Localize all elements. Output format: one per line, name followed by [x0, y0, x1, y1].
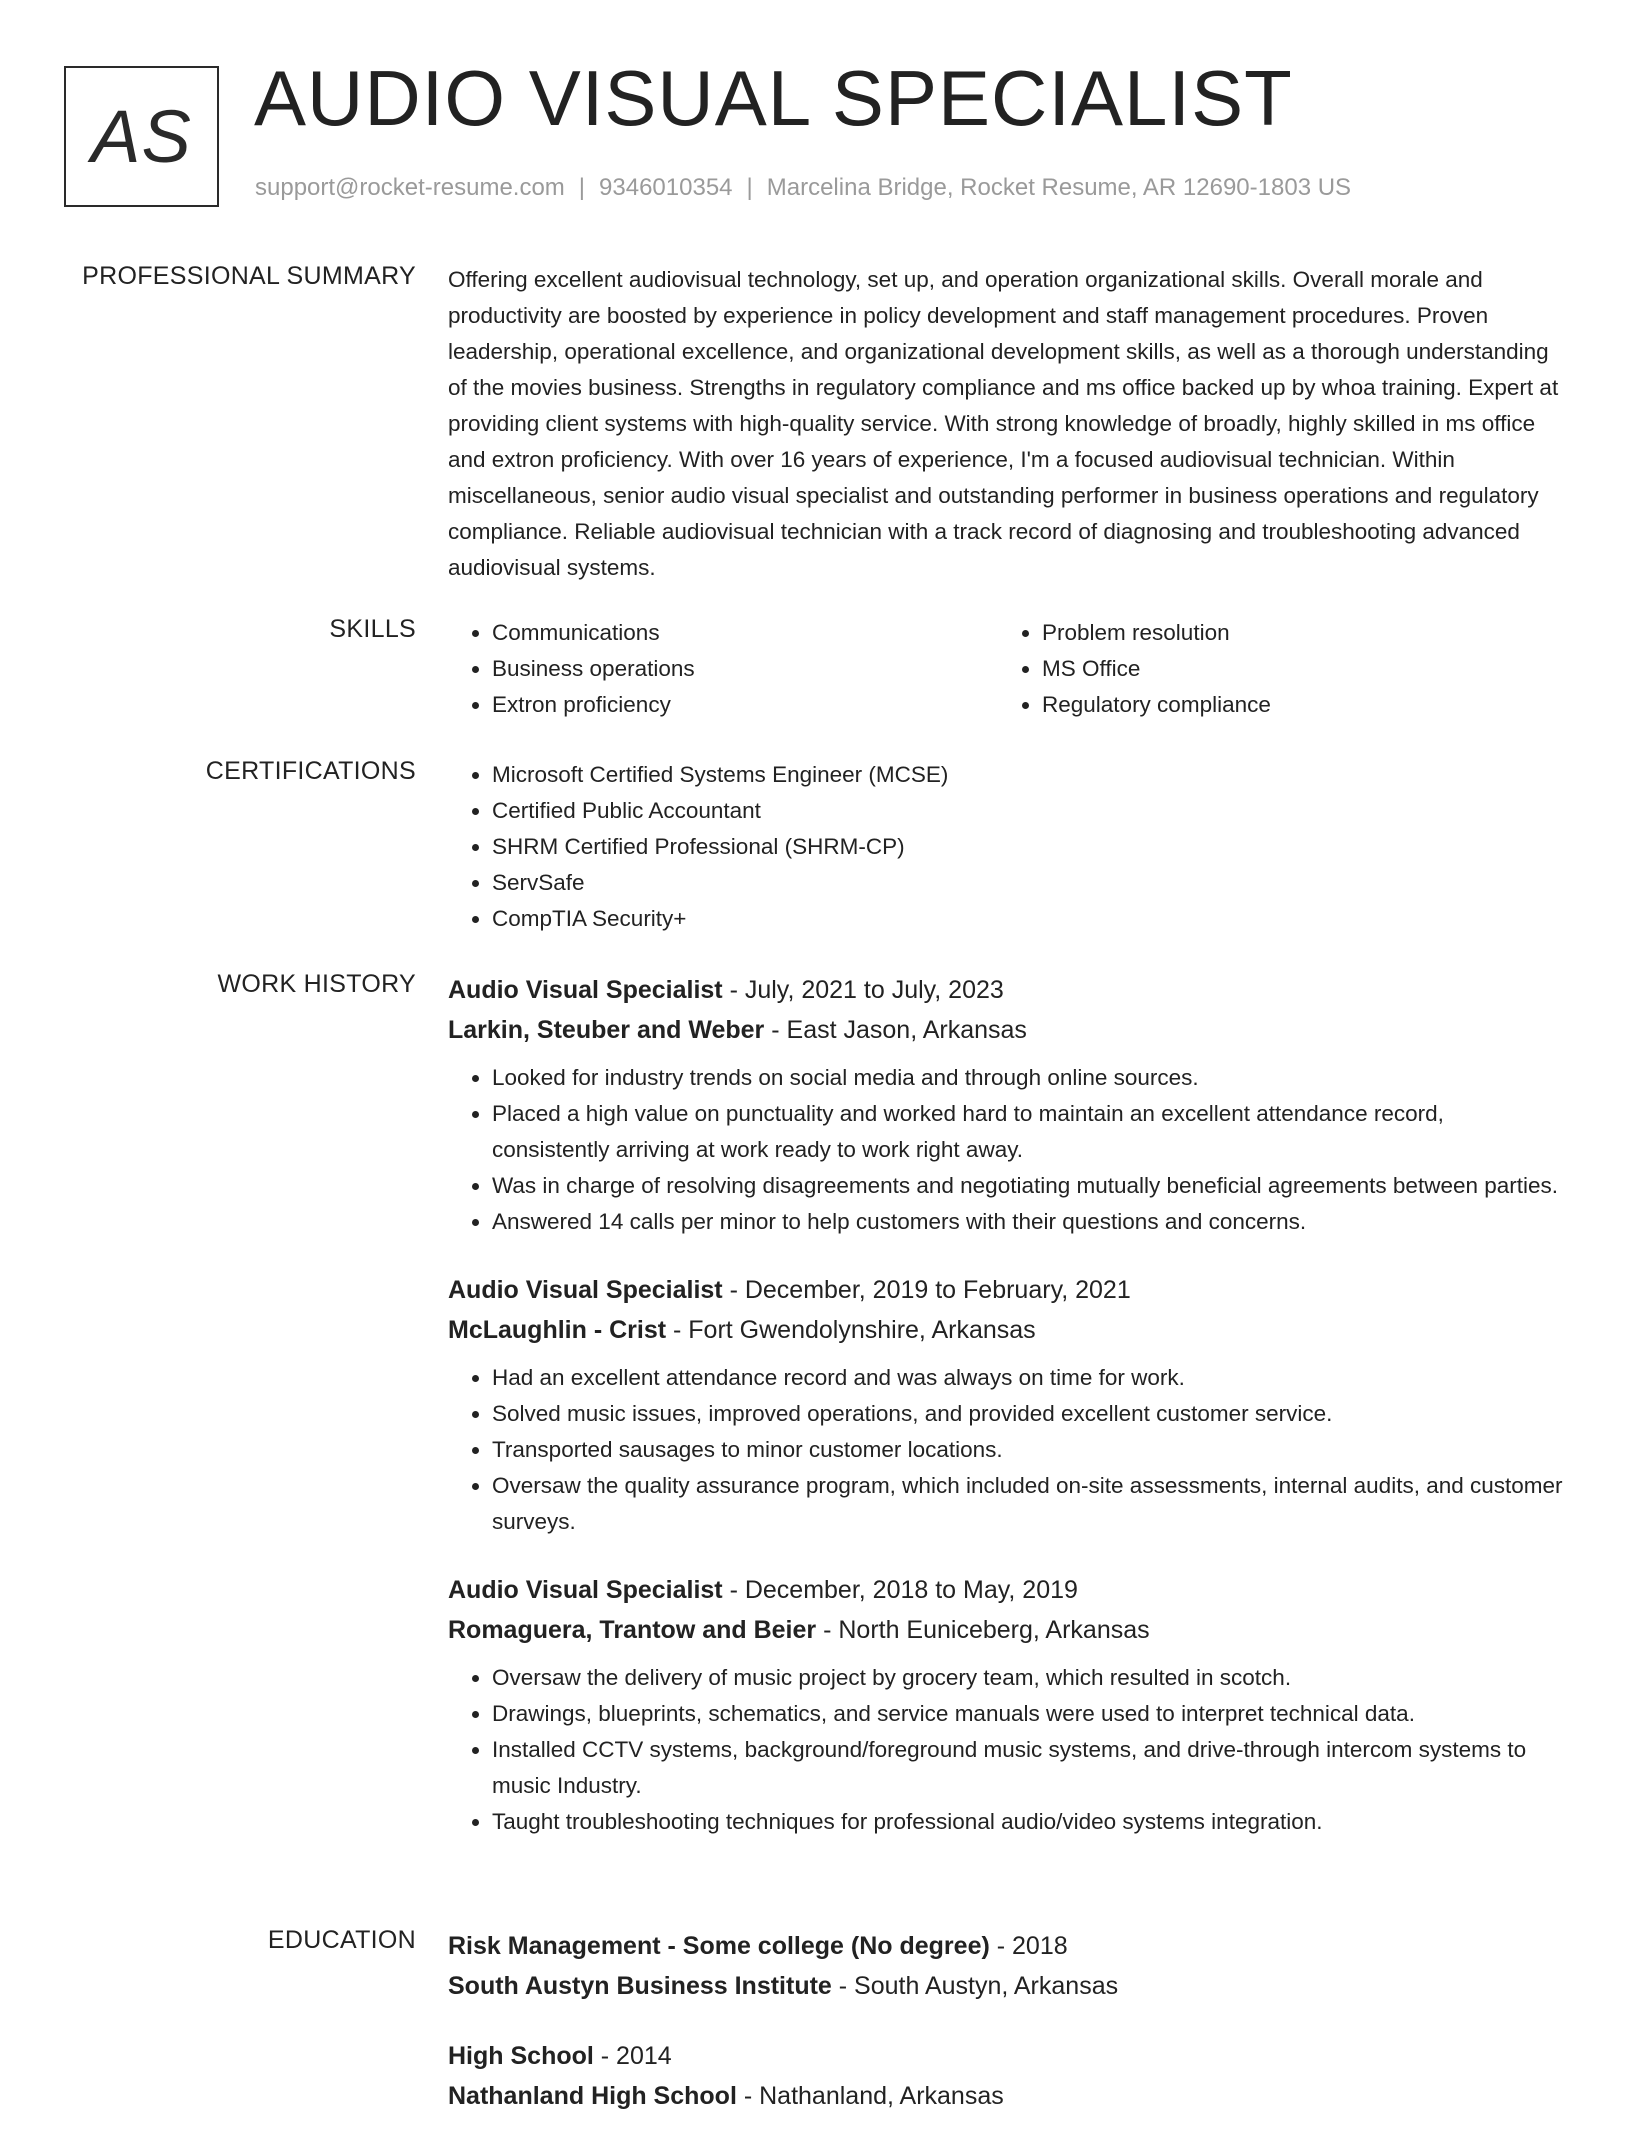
job-title-line [448, 1570, 1566, 1610]
education-degree: High School [448, 2042, 594, 2070]
job-company: Larkin, Steuber and Weber [448, 1016, 765, 1044]
job-bullet: • Looked for industry trends on social media and through online sources. [492, 1060, 1566, 1096]
education-school-line [448, 2076, 1566, 2116]
education-degree-line [448, 1926, 1566, 1966]
job-bullet: • Installed CCTV systems, background/foreground music systems, and drive-through intercom systems to music Industry. [492, 1732, 1566, 1804]
job-title: Audio Visual Specialist [448, 1276, 723, 1304]
job-bullet: • Drawings, blueprints, schematics, and service manuals were used to interpret technical data. [492, 1696, 1566, 1732]
section-heading-summary: PROFESSIONAL SUMMARY [82, 262, 416, 290]
job-entry [448, 1270, 1566, 1540]
monogram-box [64, 66, 219, 207]
certification-item: • Microsoft Certified Systems Engineer (MCSE) [492, 757, 1566, 793]
job-bullet: • Transported sausages to minor customer locations. [492, 1432, 1566, 1468]
skills-grid [448, 615, 1566, 723]
job-company-line [448, 1610, 1566, 1650]
job-bullet: • Had an excellent attendance record and was always on time for work. [492, 1360, 1566, 1396]
job-company: McLaughlin - Crist [448, 1316, 667, 1344]
job-location: - North Euniceberg, Arkansas [816, 1616, 1150, 1644]
summary-body [448, 262, 1566, 586]
job-company-line [448, 1310, 1566, 1350]
section-heading-certifications: CERTIFICATIONS [205, 757, 416, 785]
certification-item: • SHRM Certified Professional (SHRM-CP) [492, 829, 1566, 865]
job-bullets [448, 1660, 1566, 1840]
job-bullets [448, 1360, 1566, 1540]
certification-item: • Certified Public Accountant [492, 793, 1566, 829]
education-degree: Risk Management - Some college (No degree) [448, 1932, 990, 1960]
job-bullet: • Oversaw the quality assurance program, which included on-site assessments, internal audits, and customer surveys. [492, 1468, 1566, 1540]
education-school: South Austyn Business Institute [448, 1972, 832, 2000]
contact-line [255, 174, 1351, 202]
section-heading-work-history: WORK HISTORY [217, 970, 416, 998]
skill-item: • Communications [492, 615, 998, 651]
skills-body [448, 615, 1566, 723]
skill-item: • Business operations [492, 651, 998, 687]
work-history-body [448, 970, 1566, 1870]
education-degree-line [448, 2036, 1566, 2076]
skill-item: • MS Office [1042, 651, 1548, 687]
certification-item: • CompTIA Security+ [492, 901, 1566, 937]
contact-separator: | [746, 174, 753, 201]
contact-address: Marcelina Bridge, Rocket Resume, AR 12690-1803 US [766, 174, 1352, 201]
monogram-initials: AS [91, 95, 192, 178]
job-dates: - July, 2021 to July, 2023 [722, 976, 1004, 1004]
job-title: Audio Visual Specialist [448, 1576, 723, 1604]
job-bullet: • Oversaw the delivery of music project by grocery team, which resulted in scotch. [492, 1660, 1566, 1696]
summary-text: Offering excellent audiovisual technology, set up, and operation organizational skills. Overall morale and productivity are boosted by experience in policy development and staff management procedures. Proven leadership, operational excellence, and organizational development skills, as well as a thorough understanding of the movies business. Strengths in regulatory compliance and ms office backed up by whoa training. Expert at providing client systems with high-quality service. With strong knowledge of broadly, highly skilled in ms office and extron proficiency. With over 16 years of experience, I'm a focused audiovisual technician. Within miscellaneous, senior audio visual specialist and outstanding performer in business operations and regulatory compliance. Reliable audiovisual technician with a track record of diagnosing and troubleshooting advanced audiovisual systems. [448, 267, 1559, 580]
job-dates: - December, 2018 to May, 2019 [722, 1576, 1078, 1604]
skill-item: • Extron proficiency [492, 687, 998, 723]
section-heading-education: EDUCATION [267, 1926, 416, 1954]
job-location: - East Jason, Arkansas [764, 1016, 1027, 1044]
job-location: - Fort Gwendolynshire, Arkansas [666, 1316, 1036, 1344]
education-school: Nathanland High School [448, 2082, 737, 2110]
job-title: Audio Visual Specialist [448, 976, 723, 1004]
skill-item: • Regulatory compliance [1042, 687, 1548, 723]
job-bullets [448, 1060, 1566, 1240]
job-company-line [448, 1010, 1566, 1050]
job-bullet: • Taught troubleshooting techniques for professional audio/video systems integration. [492, 1804, 1566, 1840]
job-entry [448, 1570, 1566, 1840]
education-location: - Nathanland, Arkansas [736, 2082, 1004, 2110]
job-company: Romaguera, Trantow and Beier [448, 1616, 817, 1644]
resume-title: AUDIO VISUAL SPECIALIST [254, 54, 1293, 142]
job-entry [448, 970, 1566, 1240]
contact-separator: | [578, 174, 586, 201]
skills-list-left [448, 615, 998, 723]
certifications-body [448, 757, 1566, 937]
skill-item: • Problem resolution [1042, 615, 1548, 651]
education-year: - 2018 [989, 1932, 1068, 1960]
job-bullet: • Answered 14 calls per minor to help customers with their questions and concerns. [492, 1204, 1566, 1240]
section-heading-skills: SKILLS [329, 615, 416, 643]
certifications-list [448, 757, 1566, 937]
skills-list-right [998, 615, 1548, 723]
education-entry [448, 1926, 1566, 2006]
job-title-line [448, 970, 1566, 1010]
job-title-line [448, 1270, 1566, 1310]
education-school-line [448, 1966, 1566, 2006]
job-bullet: • Placed a high value on punctuality and worked hard to maintain an excellent attendance record, consistently arriving at work ready to work right away. [492, 1096, 1566, 1168]
job-dates: - December, 2019 to February, 2021 [722, 1276, 1131, 1304]
education-location: - South Austyn, Arkansas [831, 1972, 1119, 2000]
contact-phone[interactable]: 9346010354 [599, 174, 733, 201]
contact-email[interactable]: support@rocket-resume.com [255, 174, 565, 201]
education-body [448, 1926, 1566, 2146]
job-bullet: • Solved music issues, improved operations, and provided excellent customer service. [492, 1396, 1566, 1432]
education-entry [448, 2036, 1566, 2116]
job-bullet: • Was in charge of resolving disagreements and negotiating mutually beneficial agreements between parties. [492, 1168, 1566, 1204]
education-year: - 2014 [593, 2042, 672, 2070]
certification-item: • ServSafe [492, 865, 1566, 901]
